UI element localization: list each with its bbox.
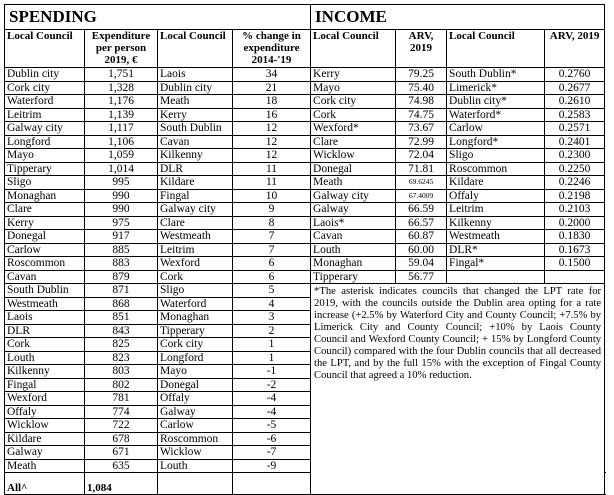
header-spending-council: Local Council [5, 30, 85, 68]
change-value: 5 [233, 284, 311, 298]
arv-empty [545, 270, 605, 284]
change-council: DLR [158, 162, 233, 176]
header-income-council-2: Local Council [447, 30, 545, 68]
arv-value: 0.2300 [545, 149, 605, 163]
expenditure-council: Monaghan [5, 189, 85, 203]
change-value: 1 [233, 351, 311, 365]
arv-council: Offaly [447, 189, 545, 203]
change-value: 18 [233, 95, 311, 109]
expenditure-council: Fingal [5, 378, 85, 392]
change-value: -6 [233, 432, 311, 446]
expenditure-council: DLR [5, 324, 85, 338]
change-council: Laois [158, 68, 233, 82]
change-value: 7 [233, 243, 311, 257]
change-value: -7 [233, 446, 311, 460]
change-value: 4 [233, 297, 311, 311]
arv-value: 0.1673 [545, 243, 605, 257]
change-council: Roscommon [158, 432, 233, 446]
table-row [5, 162, 605, 176]
change-council: Tipperary [158, 324, 233, 338]
arv-council: Cork [311, 108, 396, 122]
expenditure-council: Galway city [5, 122, 85, 136]
arv-council: Meath [311, 176, 396, 190]
expenditure-value: 990 [85, 203, 158, 217]
header-pct-change: % change in expenditure 2014-'19 [233, 30, 311, 68]
empty-cell [233, 473, 311, 495]
expenditure-value: 995 [85, 176, 158, 190]
spending-title: SPENDING [5, 5, 311, 30]
change-value: -9 [233, 459, 311, 473]
arv-council: Roscommon [447, 162, 545, 176]
arv-council: Fingal* [447, 257, 545, 271]
expenditure-value: 678 [85, 432, 158, 446]
expenditure-value: 1,751 [85, 68, 158, 82]
arv-value: 0.2000 [545, 216, 605, 230]
arv-value: 60.00 [396, 243, 447, 257]
header-arv-1: ARV, 2019 [396, 30, 447, 68]
expenditure-council: Kilkenny [5, 365, 85, 379]
change-council: Wexford [158, 257, 233, 271]
change-council: Cork [158, 270, 233, 284]
expenditure-value: 1,059 [85, 149, 158, 163]
header-change-council: Local Council [158, 30, 233, 68]
table-row [5, 243, 605, 257]
arv-council: Kerry [311, 68, 396, 82]
arv-council: Wexford* [311, 122, 396, 136]
expenditure-value: 975 [85, 216, 158, 230]
expenditure-value: 1,139 [85, 108, 158, 122]
change-value: 34 [233, 68, 311, 82]
table-row [5, 108, 605, 122]
expenditure-council: Roscommon [5, 257, 85, 271]
change-value: 9 [233, 203, 311, 217]
arv-council: Tipperary [311, 270, 396, 284]
expenditure-value: 868 [85, 297, 158, 311]
change-council: Cavan [158, 135, 233, 149]
change-council: Kildare [158, 176, 233, 190]
arv-value: 0.2103 [545, 203, 605, 217]
expenditure-council: Dublin city [5, 68, 85, 82]
arv-council: Leitrim [447, 203, 545, 217]
header-arv-2: ARV, 2019 [545, 30, 605, 68]
change-value: 8 [233, 216, 311, 230]
table-row [5, 95, 605, 109]
arv-value: 0.2760 [545, 68, 605, 82]
change-value: 16 [233, 108, 311, 122]
arv-value: 74.75 [396, 108, 447, 122]
arv-council: Carlow [447, 122, 545, 136]
table-row [5, 189, 605, 203]
expenditure-value: 843 [85, 324, 158, 338]
header-expenditure: Expenditure per person 2019, € [85, 30, 158, 68]
arv-value: 59.04 [396, 257, 447, 271]
arv-value: 0.2401 [545, 135, 605, 149]
arv-council: Louth [311, 243, 396, 257]
arv-value: 0.2246 [545, 176, 605, 190]
arv-value: 0.2571 [545, 122, 605, 136]
expenditure-council: Waterford [5, 95, 85, 109]
change-value: 10 [233, 189, 311, 203]
change-value: 12 [233, 135, 311, 149]
change-council: Cork city [158, 338, 233, 352]
arv-value: 60.87 [396, 230, 447, 244]
change-value: 11 [233, 176, 311, 190]
expenditure-value: 1,014 [85, 162, 158, 176]
arv-value: 79.25 [396, 68, 447, 82]
arv-value: 69.6245 [396, 176, 447, 190]
arv-council: Cork city [311, 95, 396, 109]
table-row [5, 216, 605, 230]
expenditure-value: 851 [85, 311, 158, 325]
table-row [5, 122, 605, 136]
expenditure-value: 803 [85, 365, 158, 379]
expenditure-value: 635 [85, 459, 158, 473]
table-row [5, 203, 605, 217]
change-council: South Dublin [158, 122, 233, 136]
all-value: 1,084 [85, 473, 158, 495]
arv-value: 72.99 [396, 135, 447, 149]
arv-value: 73.67 [396, 122, 447, 136]
arv-value: 0.2583 [545, 108, 605, 122]
arv-council: Cavan [311, 230, 396, 244]
table-row [5, 149, 605, 163]
change-value: 1 [233, 338, 311, 352]
expenditure-council: Galway [5, 446, 85, 460]
change-value: 6 [233, 270, 311, 284]
arv-council: Westmeath [447, 230, 545, 244]
arv-value: 0.2250 [545, 162, 605, 176]
expenditure-value: 802 [85, 378, 158, 392]
expenditure-council: Carlow [5, 243, 85, 257]
table-row [5, 135, 605, 149]
arv-empty [447, 270, 545, 284]
table-row [5, 257, 605, 271]
arv-value: 67.4009 [396, 189, 447, 203]
change-council: Louth [158, 459, 233, 473]
arv-council: Clare [311, 135, 396, 149]
arv-value: 75.40 [396, 81, 447, 95]
expenditure-council: Cork city [5, 81, 85, 95]
expenditure-value: 823 [85, 351, 158, 365]
expenditure-council: Cavan [5, 270, 85, 284]
expenditure-value: 871 [85, 284, 158, 298]
change-council: Waterford [158, 297, 233, 311]
arv-value: 72.04 [396, 149, 447, 163]
expenditure-value: 1,106 [85, 135, 158, 149]
arv-council: Kildare [447, 176, 545, 190]
arv-value: 71.81 [396, 162, 447, 176]
arv-council: Donegal [311, 162, 396, 176]
table-row [5, 176, 605, 190]
change-council: Meath [158, 95, 233, 109]
expenditure-value: 885 [85, 243, 158, 257]
table-row [5, 81, 605, 95]
expenditure-council: Offaly [5, 405, 85, 419]
arv-value: 0.2198 [545, 189, 605, 203]
expenditure-value: 917 [85, 230, 158, 244]
change-value: -4 [233, 405, 311, 419]
change-council: Donegal [158, 378, 233, 392]
table-row [5, 270, 605, 284]
arv-value: 74.98 [396, 95, 447, 109]
change-council: Clare [158, 216, 233, 230]
expenditure-council: Longford [5, 135, 85, 149]
expenditure-council: Westmeath [5, 297, 85, 311]
change-value: 11 [233, 162, 311, 176]
expenditure-council: Kerry [5, 216, 85, 230]
change-council: Dublin city [158, 81, 233, 95]
expenditure-value: 879 [85, 270, 158, 284]
arv-value: 0.2677 [545, 81, 605, 95]
expenditure-council: Laois [5, 311, 85, 325]
arv-council: Dublin city* [447, 95, 545, 109]
change-value: -5 [233, 419, 311, 433]
expenditure-council: Mayo [5, 149, 85, 163]
arv-council: Monaghan [311, 257, 396, 271]
expenditure-council: Donegal [5, 230, 85, 244]
change-council: Sligo [158, 284, 233, 298]
arv-council: Limerick* [447, 81, 545, 95]
arv-council: Sligo [447, 149, 545, 163]
change-value: 6 [233, 257, 311, 271]
change-council: Westmeath [158, 230, 233, 244]
expenditure-council: Meath [5, 459, 85, 473]
change-value: -2 [233, 378, 311, 392]
change-council: Kerry [158, 108, 233, 122]
arv-value: 66.59 [396, 203, 447, 217]
change-council: Galway city [158, 203, 233, 217]
change-value: -1 [233, 365, 311, 379]
change-council: Mayo [158, 365, 233, 379]
expenditure-council: Clare [5, 203, 85, 217]
header-income-council-1: Local Council [311, 30, 396, 68]
change-council: Leitrim [158, 243, 233, 257]
table-row [5, 230, 605, 244]
table-row [5, 284, 605, 298]
table-row [5, 68, 605, 82]
arv-council: South Dublin* [447, 68, 545, 82]
expenditure-council: Louth [5, 351, 85, 365]
expenditure-value: 990 [85, 189, 158, 203]
arv-value: 66.57 [396, 216, 447, 230]
change-value: 3 [233, 311, 311, 325]
expenditure-council: Wexford [5, 392, 85, 406]
arv-value: 0.1500 [545, 257, 605, 271]
all-label: All^ [5, 473, 85, 495]
arv-value: 0.1830 [545, 230, 605, 244]
arv-council: Laois* [311, 216, 396, 230]
asterisk-note: *The asterisk indicates councils that changed the LPT rate for 2019, with the councils outside the Dublin area opting for a rate increase (+2.5% by Waterford City and County Council; +7.5% by Limerick City and County Council; +10% by Laois County Council and Wexford County Council; + 15% by Longford County Council) compared with the four Dublin councils that all decreased the LPT, and by the full 15% with the exception of Fingal County Council that agreed a 10% reduction. [311, 284, 605, 495]
change-council: Fingal [158, 189, 233, 203]
change-value: -4 [233, 392, 311, 406]
change-council: Kilkenny [158, 149, 233, 163]
arv-council: Galway city [311, 189, 396, 203]
change-value: 21 [233, 81, 311, 95]
spending-income-table [4, 4, 605, 495]
change-value: 12 [233, 149, 311, 163]
change-council: Offaly [158, 392, 233, 406]
arv-council: DLR* [447, 243, 545, 257]
expenditure-value: 774 [85, 405, 158, 419]
arv-council: Wicklow [311, 149, 396, 163]
income-title: INCOME [311, 5, 605, 30]
change-value: 2 [233, 324, 311, 338]
expenditure-value: 825 [85, 338, 158, 352]
arv-council: Mayo [311, 81, 396, 95]
change-council: Galway [158, 405, 233, 419]
expenditure-council: Tipperary [5, 162, 85, 176]
expenditure-value: 722 [85, 419, 158, 433]
arv-value: 0.2610 [545, 95, 605, 109]
change-council: Monaghan [158, 311, 233, 325]
expenditure-council: Sligo [5, 176, 85, 190]
arv-council: Galway [311, 203, 396, 217]
expenditure-council: Kildare [5, 432, 85, 446]
expenditure-value: 1,117 [85, 122, 158, 136]
expenditure-council: Wicklow [5, 419, 85, 433]
change-value: 7 [233, 230, 311, 244]
expenditure-value: 781 [85, 392, 158, 406]
change-council: Carlow [158, 419, 233, 433]
expenditure-value: 883 [85, 257, 158, 271]
expenditure-value: 1,328 [85, 81, 158, 95]
change-council: Longford [158, 351, 233, 365]
arv-council: Kilkenny [447, 216, 545, 230]
arv-value: 56.77 [396, 270, 447, 284]
expenditure-council: Cork [5, 338, 85, 352]
empty-cell [158, 473, 233, 495]
arv-council: Waterford* [447, 108, 545, 122]
change-value: 12 [233, 122, 311, 136]
expenditure-value: 1,176 [85, 95, 158, 109]
expenditure-value: 671 [85, 446, 158, 460]
change-council: Wicklow [158, 446, 233, 460]
arv-council: Longford* [447, 135, 545, 149]
expenditure-council: Leitrim [5, 108, 85, 122]
expenditure-council: South Dublin [5, 284, 85, 298]
